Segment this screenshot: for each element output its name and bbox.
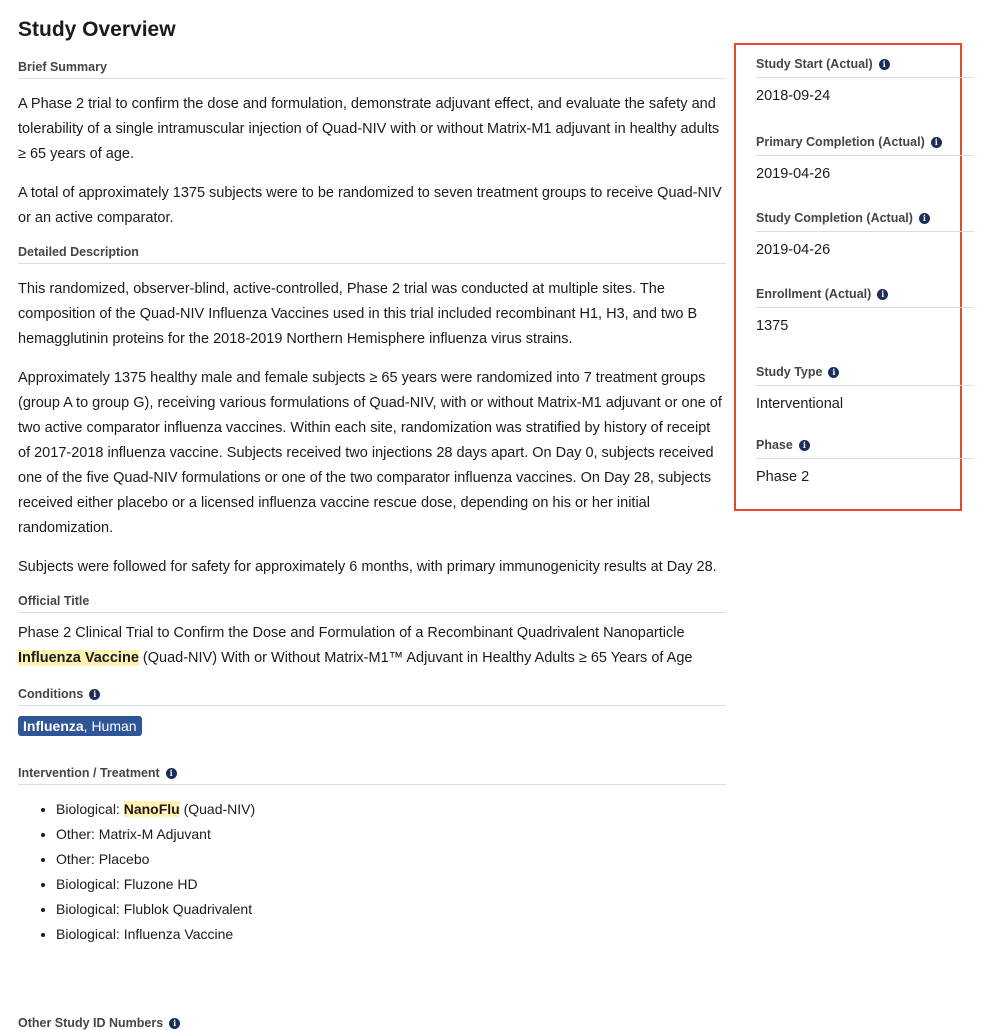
intervention-label-text: Intervention / Treatment [18, 766, 160, 780]
intervention-highlight: NanoFlu [123, 801, 180, 817]
study-completion-label: Study Completion (Actual) [756, 211, 913, 225]
other-study-ids-label: Other Study ID Numbers i [18, 1016, 180, 1030]
brief-summary-p1: A Phase 2 trial to confirm the dose and formulation, demonstrate adjuvant effect, and evaluate the safety and tolerability of a single intramuscular injection of Quad-NIV with or without Matrix-M1 adjuvant in healthy adults ≥ 65 years of age. [18, 96, 720, 162]
info-icon[interactable]: i [799, 440, 810, 451]
info-icon[interactable]: i [89, 689, 100, 700]
official-title-label [18, 594, 726, 613]
study-type-label: Study Type [756, 365, 823, 379]
study-start-value: 2018-09-24 [756, 88, 831, 104]
info-icon[interactable]: i [828, 367, 839, 378]
condition-chip[interactable] [18, 716, 142, 736]
info-icon[interactable]: i [931, 137, 942, 148]
brief-summary-label [18, 60, 726, 79]
condition-chip-rest: , Human [83, 718, 137, 734]
info-icon[interactable]: i [166, 768, 177, 779]
primary-completion-label: Primary Completion (Actual) [756, 135, 925, 149]
study-start-label: Study Start (Actual) [756, 57, 873, 71]
info-icon[interactable]: i [919, 213, 930, 224]
brief-summary-p2: A total of approximately 1375 subjects were to be randomized to seven treatment groups to receive Quad-NIV or an active comparator. [18, 185, 722, 226]
condition-chip-bold: Influenza [23, 718, 84, 734]
detailed-description-label [18, 245, 726, 264]
enrollment [756, 287, 974, 334]
official-title-text [18, 621, 726, 671]
enrollment-label: Enrollment (Actual) [756, 287, 872, 301]
primary-completion [756, 135, 974, 182]
detailed-description-label-text: Detailed Description [18, 245, 139, 259]
list-item: • Biological: Flublok Quadrivalent [56, 897, 726, 922]
page-title: Study Overview [18, 18, 176, 41]
detailed-description-p2: Approximately 1375 healthy male and female subjects ≥ 65 years were randomized into 7 treatment groups (group A to group G), receiving various formulations of Quad-NIV, with or without Matrix-M1 adjuvant or one of two active comparator influenza vaccines. Within each site, randomization was stratified by history of receipt of 2017-2018 influenza vaccine. Subjects received two injections 28 days apart. On Day 0, subjects received one of the five Quad-NIV formulations or one of the two comparator influenza vaccines. On Day 28, subjects received either placebo or a licensed influenza vaccine rescue dose, depending on his or her initial randomization. [18, 370, 722, 536]
study-dates-sidebar [734, 43, 962, 511]
official-title-after: (Quad-NIV) With or Without Matrix-M1™ Adjuvant in Healthy Adults ≥ 65 Years of Age [138, 650, 693, 666]
conditions-list [18, 716, 726, 736]
study-completion-value: 2019-04-26 [756, 242, 831, 258]
study-start [756, 57, 974, 104]
intervention-label [18, 766, 726, 785]
study-overview-main [18, 60, 726, 947]
intervention-list [18, 797, 726, 947]
list-item: • Other: Placebo [56, 847, 726, 872]
phase-label: Phase [756, 438, 793, 452]
conditions-label [18, 687, 726, 706]
official-title-label-text: Official Title [18, 594, 90, 608]
phase-value: Phase 2 [756, 469, 810, 485]
primary-completion-value: 2019-04-26 [756, 166, 831, 182]
detailed-description-p3: Subjects were followed for safety for approximately 6 months, with primary immunogenicity results at Day 28. [18, 559, 717, 575]
list-item: • Other: Matrix-M Adjuvant [56, 822, 726, 847]
info-icon[interactable]: i [169, 1018, 180, 1029]
enrollment-value: 1375 [756, 318, 789, 334]
list-item: • Biological: NanoFlu (Quad-NIV) [56, 797, 726, 822]
detailed-description-p1: This randomized, observer-blind, active-controlled, Phase 2 trial was conducted at multiple sites. The composition of the Quad-NIV Influenza Vaccines used in this trial included recombinant H1, H3, and two B hemagglutinin proteins for the 2018-2019 Northern Hemisphere influenza virus strains. [18, 281, 698, 347]
phase [756, 438, 974, 485]
list-item: • Biological: Influenza Vaccine [56, 922, 726, 947]
official-title-before: Phase 2 Clinical Trial to Confirm the Dose and Formulation of a Recombinant Quadrivalent Nanoparticle [18, 625, 685, 641]
study-completion [756, 211, 974, 258]
study-type-value: Interventional [756, 396, 844, 412]
brief-summary-label-text: Brief Summary [18, 60, 107, 74]
study-type [756, 365, 974, 412]
info-icon[interactable]: i [877, 289, 888, 300]
conditions-label-text: Conditions [18, 687, 84, 701]
list-item: • Biological: Fluzone HD [56, 872, 726, 897]
info-icon[interactable]: i [879, 59, 890, 70]
official-title-highlight: Influenza Vaccine [18, 650, 139, 666]
